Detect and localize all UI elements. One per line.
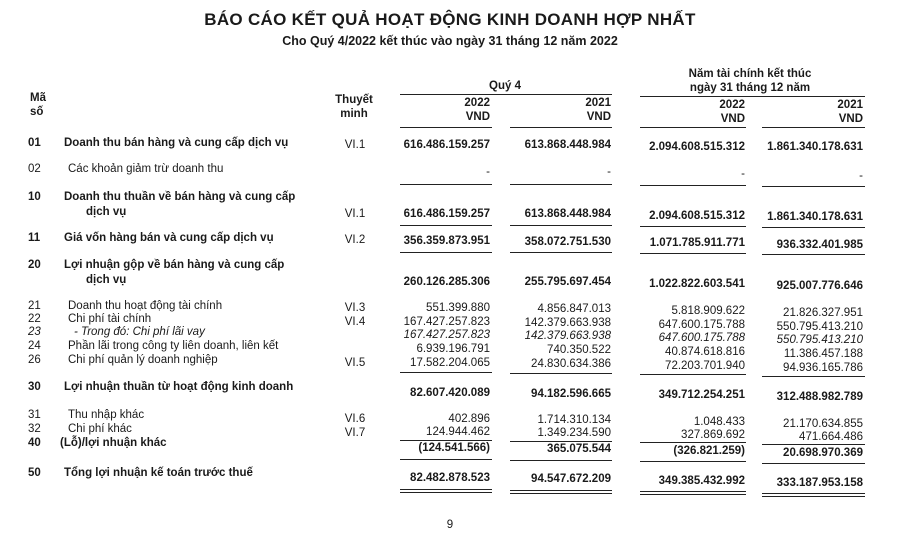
rule-02-y22: [640, 185, 746, 186]
header-rule-y21: [762, 127, 865, 128]
row-23-q4-2022: 167.427.257.823: [403, 329, 490, 341]
row-01-code: 01: [28, 137, 41, 149]
row-20-q4-2021: 255.795.697.454: [524, 276, 611, 288]
header-rule-q22: [400, 127, 492, 128]
row-26-q4-2021: 24.830.634.386: [531, 358, 611, 370]
row-01-year-2022: 2.094.608.515.312: [649, 141, 745, 153]
row-26-label: Chi phí quản lý doanh nghiệp: [68, 354, 218, 366]
row-40-code: 40: [28, 437, 41, 449]
col-group-year-line1: Năm tài chính kết thúc: [688, 68, 812, 80]
rule-40-y22: [640, 461, 746, 462]
row-10-q4-2022: 616.486.159.257: [403, 208, 490, 220]
row-26-code: 26: [28, 354, 41, 366]
row-02-year-2022: -: [741, 168, 745, 180]
row-24-q4-2022: 6.939.196.791: [416, 343, 490, 355]
col-header-year-2022-unit: VND: [720, 113, 745, 125]
row-50-q4-2021: 94.547.672.209: [531, 473, 611, 485]
header-rule-q21: [510, 127, 612, 128]
row-26-q4-2022: 17.582.204.065: [410, 357, 490, 369]
row-50-code: 50: [28, 467, 41, 479]
row-32-year-2021: 471.664.486: [799, 431, 863, 443]
rule-10-y22: [640, 226, 746, 227]
row-24-year-2021: 11.386.457.188: [783, 348, 863, 360]
row-23-code: 23: [28, 326, 41, 338]
row-50-year-2021: 333.187.953.158: [776, 477, 863, 489]
col-header-q4-2021-unit: VND: [586, 111, 611, 123]
rule-10-q22: [400, 225, 492, 226]
row-30-q4-2021: 94.182.596.665: [531, 388, 611, 400]
row-31-year-2022: 1.048.433: [693, 416, 745, 428]
col-header-q4-2022-unit: VND: [465, 111, 490, 123]
row-32-label: Chi phí khác: [68, 423, 132, 435]
row-21-q4-2021: 4.856.847.013: [537, 303, 611, 315]
double-rule-50-y22: [640, 491, 746, 495]
row-22-q4-2021: 142.379.663.938: [524, 317, 611, 329]
row-10-year-2022: 2.094.608.515.312: [649, 210, 745, 222]
row-21-code: 21: [28, 300, 41, 312]
row-11-label: Giá vốn hàng bán và cung cấp dịch vụ: [64, 232, 274, 244]
col-group-quarter: Quý 4: [489, 80, 521, 92]
col-header-q4-2022: 2022: [464, 97, 490, 109]
row-22-note: VI.4: [344, 316, 366, 328]
rule-26-q22: [400, 372, 492, 373]
row-24-code: 24: [28, 340, 41, 352]
row-10-label-line1: Doanh thu thuần về bán hàng và cung cấp: [64, 191, 296, 203]
col-header-ma-so-line1: Mã: [30, 92, 46, 104]
row-02-label: Các khoản giảm trừ doanh thu: [68, 163, 224, 175]
row-11-q4-2022: 356.359.873.951: [403, 235, 490, 247]
row-26-year-2021: 94.936.165.786: [783, 362, 863, 374]
header-rule-y22: [640, 127, 746, 128]
row-23-year-2022: 647.600.175.788: [658, 332, 745, 344]
col-header-q4-2021: 2021: [585, 97, 611, 109]
row-40-year-2022: (326.821.259): [673, 445, 745, 457]
row-32-code: 32: [28, 423, 41, 435]
row-32-year-2022: 327.869.692: [681, 429, 745, 441]
rule-32-y21: [762, 444, 865, 445]
row-21-year-2021: 21.826.327.951: [783, 307, 863, 319]
row-20-code: 20: [28, 259, 41, 271]
row-31-label: Thu nhập khác: [68, 409, 145, 421]
row-20-label-line1: Lợi nhuận gộp về bán hàng và cung cấp: [64, 259, 285, 271]
rule-26-y21: [762, 376, 865, 377]
report-subtitle: Cho Quý 4/2022 kết thúc vào ngày 31 tháng 12 năm 2022: [282, 34, 618, 48]
row-40-label: (Lỗ)/lợi nhuận khác: [60, 437, 167, 449]
row-30-label: Lợi nhuận thuần từ hoạt động kinh doanh: [64, 381, 294, 393]
row-22-code: 22: [28, 313, 41, 325]
rule-10-y21: [762, 227, 865, 228]
row-32-note: VI.7: [344, 427, 366, 439]
double-rule-50-q22: [400, 489, 492, 493]
rule-02-q21: [510, 184, 612, 185]
rule-32-y22: [640, 442, 746, 443]
row-02-code: 02: [28, 163, 41, 175]
row-31-q4-2022: 402.896: [448, 413, 490, 425]
col-header-thuyet-minh-line2: minh: [340, 108, 368, 120]
col-header-ma-so-line2: số: [30, 106, 44, 118]
rule-40-q22: [400, 459, 492, 460]
row-02-q4-2021: -: [607, 166, 611, 178]
row-24-label: Phần lãi trong công ty liên doanh, liên kết: [68, 340, 279, 352]
row-26-year-2022: 72.203.701.940: [665, 360, 745, 372]
col-group-year-line2: ngày 31 tháng 12 năm: [689, 82, 811, 94]
row-11-code: 11: [28, 232, 41, 244]
rule-11-q22: [400, 252, 492, 253]
row-40-year-2021: 20.698.970.369: [783, 447, 863, 459]
rule-11-q21: [510, 252, 612, 253]
double-rule-50-y21: [762, 493, 865, 497]
rule-26-q21: [510, 373, 612, 374]
row-23-year-2021: 550.795.413.210: [776, 334, 863, 346]
row-20-year-2022: 1.022.822.603.541: [649, 278, 745, 290]
row-31-code: 31: [28, 409, 41, 421]
row-10-code: 10: [28, 191, 41, 203]
row-20-label-line2: dịch vụ: [86, 274, 127, 286]
row-01-year-2021: 1.861.340.178.631: [767, 141, 863, 153]
row-10-year-2021: 1.861.340.178.631: [767, 211, 863, 223]
row-31-note: VI.6: [344, 413, 366, 425]
rule-02-q22: [400, 184, 492, 185]
row-31-year-2021: 21.170.634.855: [783, 418, 863, 430]
row-21-q4-2022: 551.399.880: [426, 302, 490, 314]
row-11-year-2021: 936.332.401.985: [776, 239, 863, 251]
row-02-q4-2022: -: [486, 166, 490, 178]
row-10-q4-2021: 613.868.448.984: [524, 208, 611, 220]
row-40-q4-2021: 365.075.544: [547, 443, 611, 455]
rule-26-y22: [640, 374, 746, 375]
quarter-group-rule: [400, 94, 612, 95]
row-30-q4-2022: 82.607.420.089: [410, 387, 490, 399]
row-21-year-2022: 5.818.909.622: [671, 305, 745, 317]
row-30-year-2022: 349.712.254.251: [658, 389, 745, 401]
row-30-year-2021: 312.488.982.789: [776, 391, 863, 403]
row-10-note: VI.1: [344, 208, 366, 220]
row-01-q4-2022: 616.486.159.257: [403, 139, 490, 151]
col-header-year-2021-unit: VND: [838, 113, 863, 125]
row-01-q4-2021: 613.868.448.984: [524, 139, 611, 151]
row-21-note: VI.3: [344, 302, 366, 314]
row-32-q4-2022: 124.944.462: [426, 426, 490, 438]
year-group-rule: [640, 96, 865, 97]
row-32-q4-2021: 1.349.234.590: [537, 427, 611, 439]
row-50-q4-2022: 82.482.878.523: [410, 472, 490, 484]
rule-40-y21: [762, 463, 865, 464]
rule-32-q21: [510, 441, 612, 442]
row-23-q4-2021: 142.379.663.938: [524, 330, 611, 342]
row-30-code: 30: [28, 381, 41, 393]
report-title: BÁO CÁO KẾT QUẢ HOẠT ĐỘNG KINH DOANH HỢP NHẤT: [204, 10, 696, 29]
rule-10-q21: [510, 225, 612, 226]
row-11-year-2022: 1.071.785.911.771: [649, 237, 745, 249]
row-01-note: VI.1: [344, 139, 366, 151]
row-40-q4-2022: (124.541.566): [418, 442, 490, 454]
row-26-note: VI.5: [344, 357, 366, 369]
row-22-year-2022: 647.600.175.788: [658, 319, 745, 331]
row-11-q4-2021: 358.072.751.530: [524, 236, 611, 248]
row-01-label: Doanh thu bán hàng và cung cấp dịch vụ: [64, 137, 289, 149]
row-11-note: VI.2: [344, 234, 366, 246]
row-10-label-line2: dịch vụ: [86, 206, 127, 218]
rule-02-y21: [762, 186, 865, 187]
row-22-q4-2022: 167.427.257.823: [403, 316, 490, 328]
row-23-label: - Trong đó: Chi phí lãi vay: [74, 326, 205, 338]
col-header-year-2022: 2022: [719, 99, 745, 111]
row-22-year-2021: 550.795.413.210: [776, 321, 863, 333]
row-22-label: Chi phí tài chính: [68, 313, 152, 325]
rule-32-q22: [400, 440, 492, 441]
double-rule-50-q21: [510, 490, 612, 494]
rule-11-y21: [762, 254, 865, 255]
col-header-thuyet-minh-line1: Thuyết: [335, 94, 373, 106]
row-20-q4-2022: 260.126.285.306: [403, 276, 490, 288]
row-21-label: Doanh thu hoạt động tài chính: [68, 300, 223, 312]
row-20-year-2021: 925.007.776.646: [776, 280, 863, 292]
row-50-year-2022: 349.385.432.992: [658, 475, 745, 487]
page-number: 9: [446, 519, 454, 531]
row-50-label: Tổng lợi nhuận kế toán trước thuế: [64, 467, 253, 479]
row-31-q4-2021: 1.714.310.134: [537, 414, 611, 426]
col-header-year-2021: 2021: [837, 99, 863, 111]
row-02-year-2021: -: [859, 170, 863, 182]
row-24-q4-2021: 740.350.522: [547, 344, 611, 356]
row-24-year-2022: 40.874.618.816: [665, 346, 745, 358]
rule-11-y22: [640, 253, 746, 254]
rule-40-q21: [510, 460, 612, 461]
